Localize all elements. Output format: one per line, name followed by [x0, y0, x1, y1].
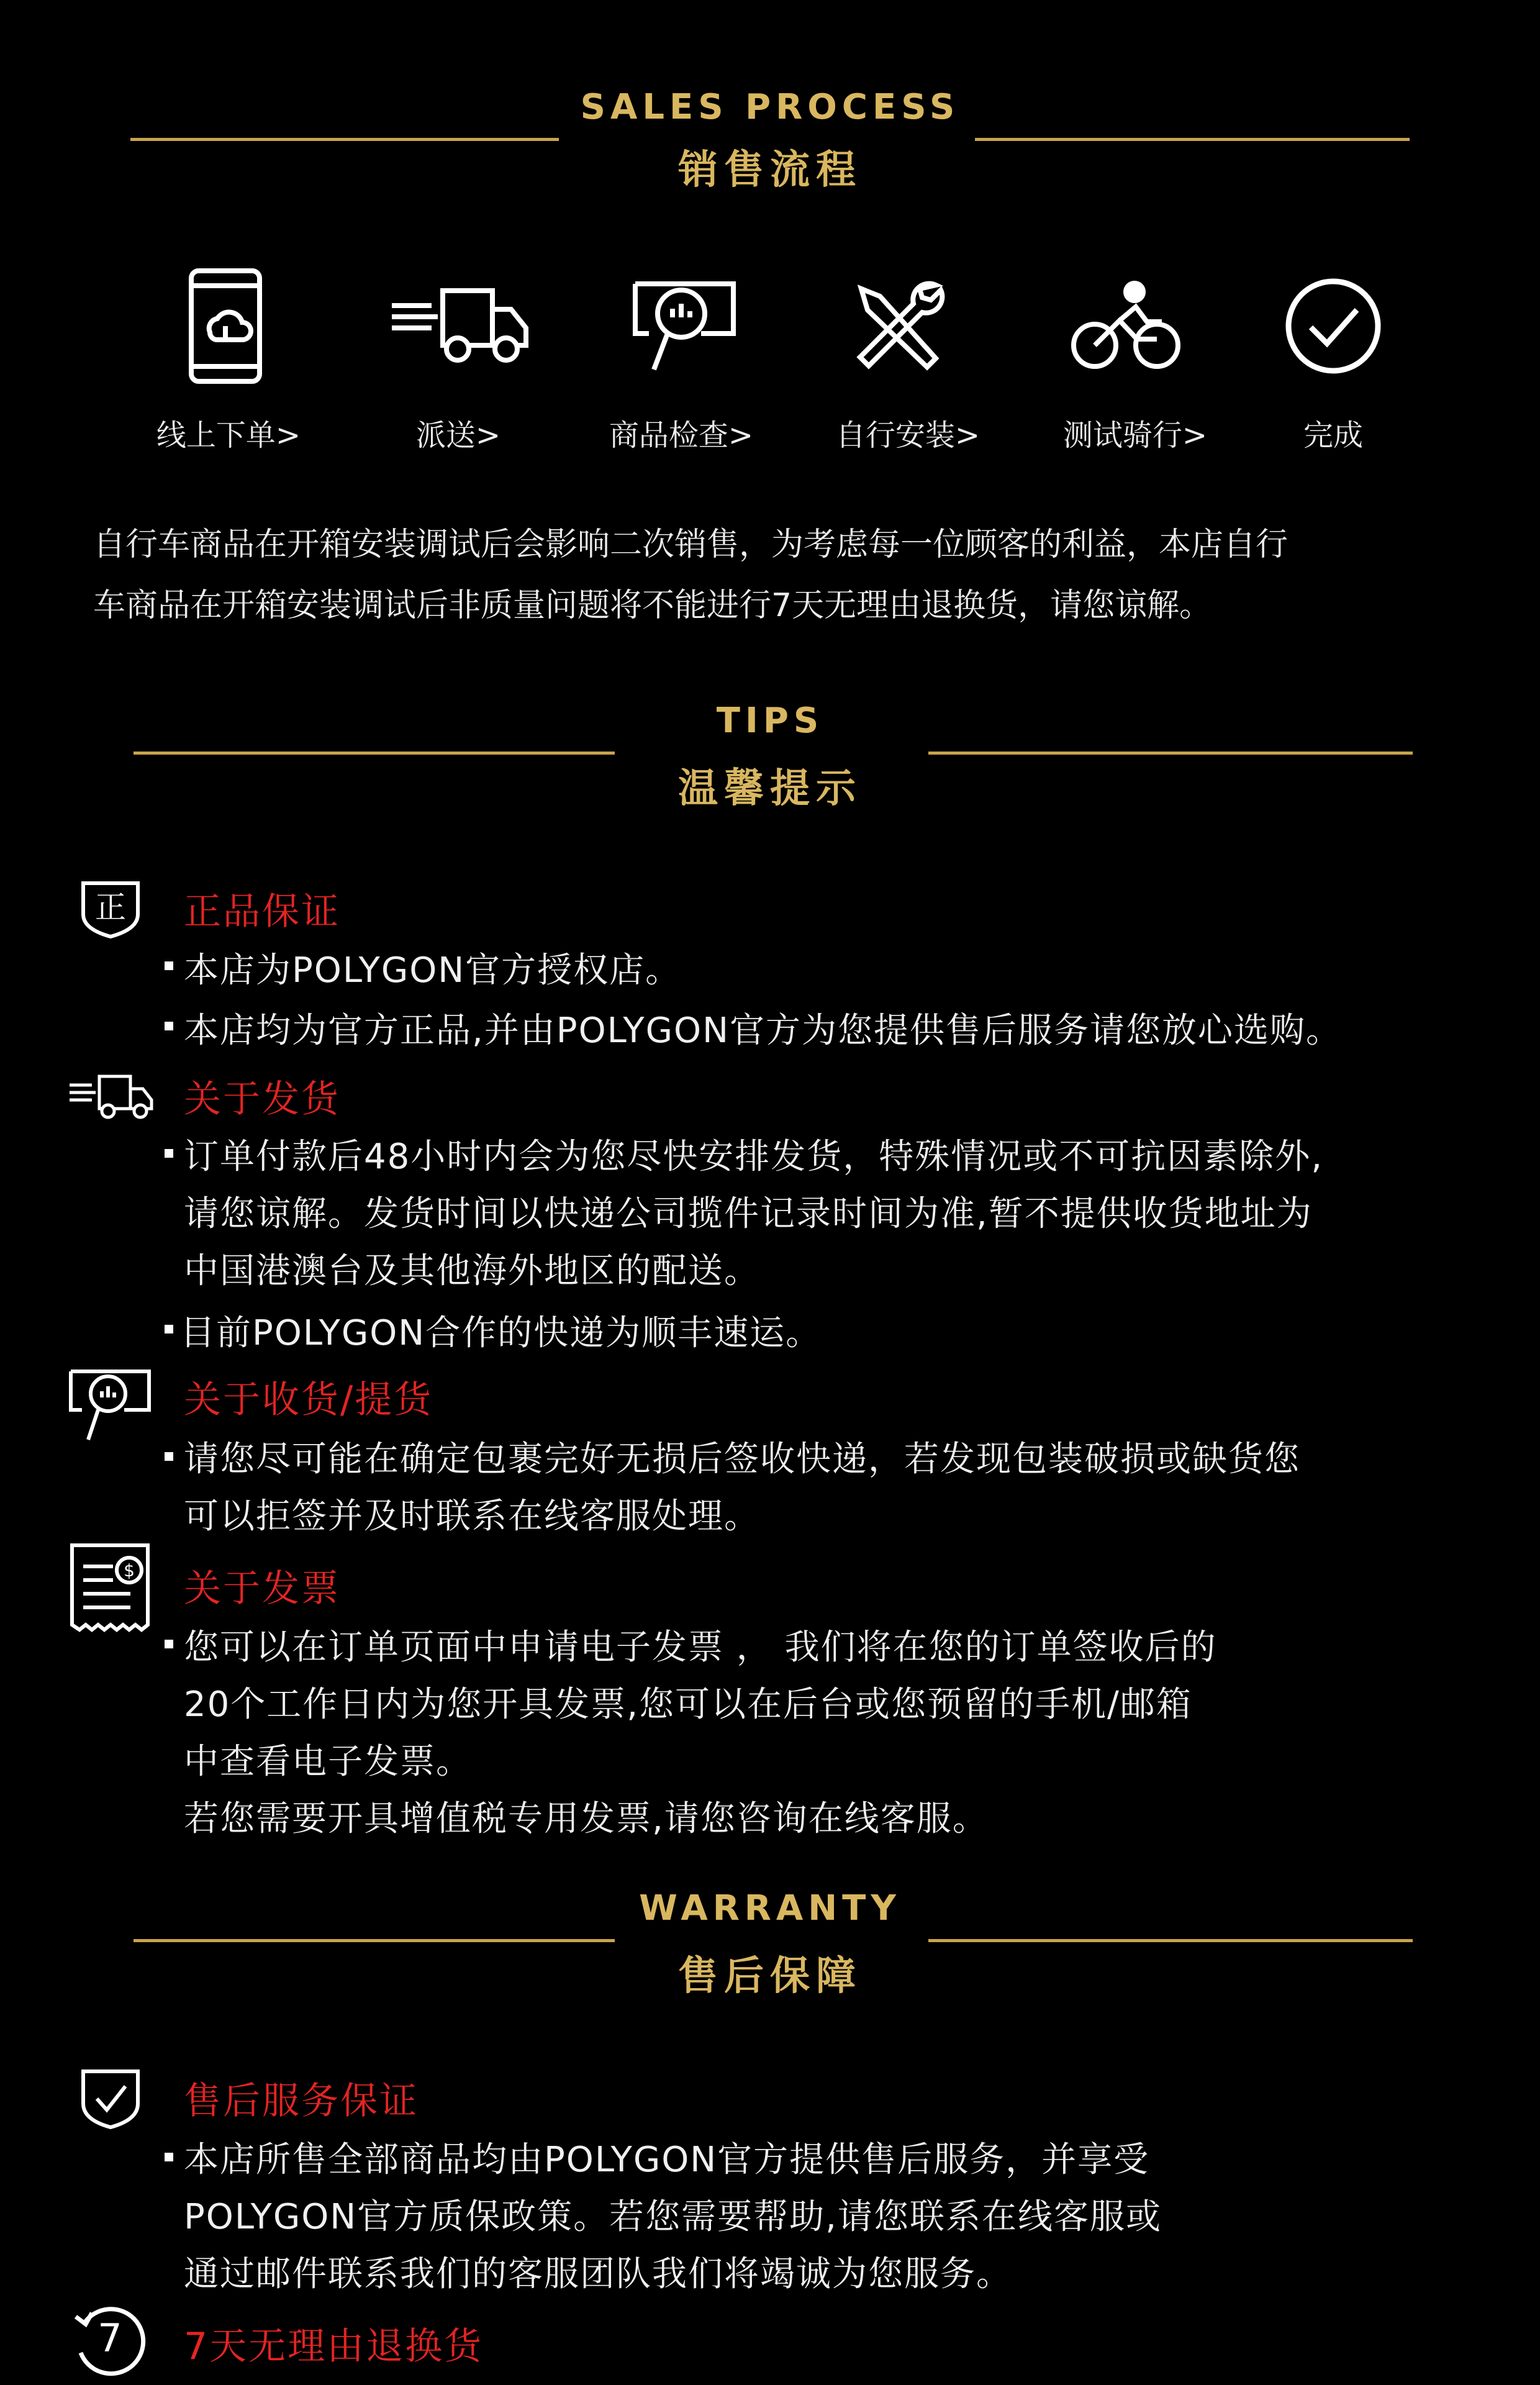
step-label-3: 商品检查>	[609, 418, 754, 453]
tip-line: 20个工作日内为您开具发票,您可以在后台或您预留的手机/邮箱	[184, 1684, 1192, 1725]
tip-title-receiving: 关于收货/提货	[184, 1378, 433, 1422]
tip-title-invoice: 关于发票	[184, 1567, 340, 1610]
svg-text:$: $	[124, 1560, 135, 1581]
header-line-right	[928, 1939, 1413, 1942]
warranty-title-cn: 售后保障	[678, 1953, 862, 1999]
tip-line: 本店为POLYGON官方授权店。	[184, 950, 682, 991]
warranty-line: 通过邮件联系我们的客服团队我们将竭诚为您服务。	[184, 2254, 1012, 2294]
tip-title-shipping: 关于发货	[184, 1078, 340, 1121]
bullet	[165, 1149, 173, 1158]
header-line-left	[134, 752, 615, 755]
warranty-title-service: 售后服务保证	[184, 2079, 419, 2123]
check-shield-icon	[79, 2065, 142, 2133]
sales-process-title-en: SALES PROCESS	[580, 87, 960, 127]
step-label-2: 派送>	[415, 418, 501, 453]
tips-title-en: TIPS	[716, 701, 824, 741]
check-circle-icon	[1284, 276, 1383, 376]
warranty-title-7day: 7天无理由退换货	[184, 2325, 484, 2368]
delivery-truck-icon	[67, 1071, 155, 1124]
step-delivery	[360, 279, 559, 366]
step-label-1: 线上下单>	[156, 418, 301, 453]
invoice-icon	[68, 1542, 152, 1637]
step-label-5: 测试骑行>	[1062, 418, 1208, 453]
bullet	[165, 961, 173, 970]
tip-line: 中国港澳台及其他海外地区的配送。	[184, 1251, 760, 1291]
step-test-ride	[1026, 279, 1225, 373]
tips-title-cn: 温馨提示	[678, 766, 862, 812]
bullet	[165, 2153, 173, 2161]
tools-icon	[849, 276, 948, 376]
phone-cloud-icon	[185, 267, 266, 385]
warranty-title-en: WARRANTY	[639, 1888, 901, 1928]
tip-title-authentic: 正品保证	[184, 890, 340, 934]
step-label-6: 完成	[1303, 418, 1363, 453]
notice-line: 车商品在开箱安装调试后非质量问题将不能进行7天无理由退换货，请您谅解。	[93, 587, 1212, 624]
step-self-install	[799, 276, 998, 376]
bullet	[165, 1452, 173, 1461]
cyclist-icon	[1070, 279, 1182, 373]
warranty-line: POLYGON官方质保政策。若您需要帮助,请您联系在线客服或	[184, 2197, 1162, 2237]
bullet	[165, 1325, 173, 1333]
tip-line: 您可以在订单页面中申请电子发票 ， 我们将在您的订单签收后的	[184, 1627, 1217, 1668]
tip-line: 订单付款后48小时内会为您尽快安排发货，特殊情况或不可抗因素除外,	[184, 1137, 1324, 1177]
bullet	[165, 1022, 173, 1030]
tip-line: 中查看电子发票。	[184, 1742, 472, 1782]
step-done	[1234, 276, 1433, 376]
inspect-magnifier-icon	[68, 1366, 152, 1447]
tip-line: 目前POLYGON合作的快递为顺丰速运。	[180, 1313, 822, 1353]
tip-line: 若您需要开具增值税专用发票,请您咨询在线客服。	[184, 1799, 989, 1839]
authentic-shield-icon	[79, 877, 142, 942]
svg-text:正: 正	[95, 889, 126, 925]
tip-line: 请您尽可能在确定包裹完好无损后签收快递，若发现包装破损或缺货您	[184, 1439, 1300, 1479]
seven-day-return-icon	[70, 2298, 150, 2381]
notice-line: 自行车商品在开箱安装调试后会影响二次销售，为考虑每一位顾客的利益，本店自行	[93, 526, 1289, 563]
svg-text:7: 7	[97, 2315, 122, 2361]
step-order-online	[126, 267, 325, 385]
sales-process-title-cn: 销售流程	[678, 147, 862, 193]
inspect-magnifier-icon	[632, 276, 737, 376]
warranty-line: 本店所售全部商品均由POLYGON官方提供售后服务，并享受	[184, 2140, 1150, 2180]
tip-line: 本店均为官方正品,并由POLYGON官方为您提供售后服务请您放心选购。	[184, 1011, 1342, 1051]
delivery-truck-icon	[388, 279, 531, 366]
notice-paragraph	[93, 514, 1478, 636]
tip-line: 请您谅解。发货时间以快递公司揽件记录时间为准,暂不提供收货地址为	[184, 1194, 1313, 1234]
step-label-4: 自行安装>	[835, 418, 981, 453]
step-inspection	[585, 276, 784, 376]
bullet	[165, 1640, 173, 1648]
header-line-left	[134, 1939, 615, 1942]
header-line-right	[928, 752, 1413, 755]
tip-line: 可以拒签并及时联系在线客服处理。	[184, 1496, 760, 1537]
